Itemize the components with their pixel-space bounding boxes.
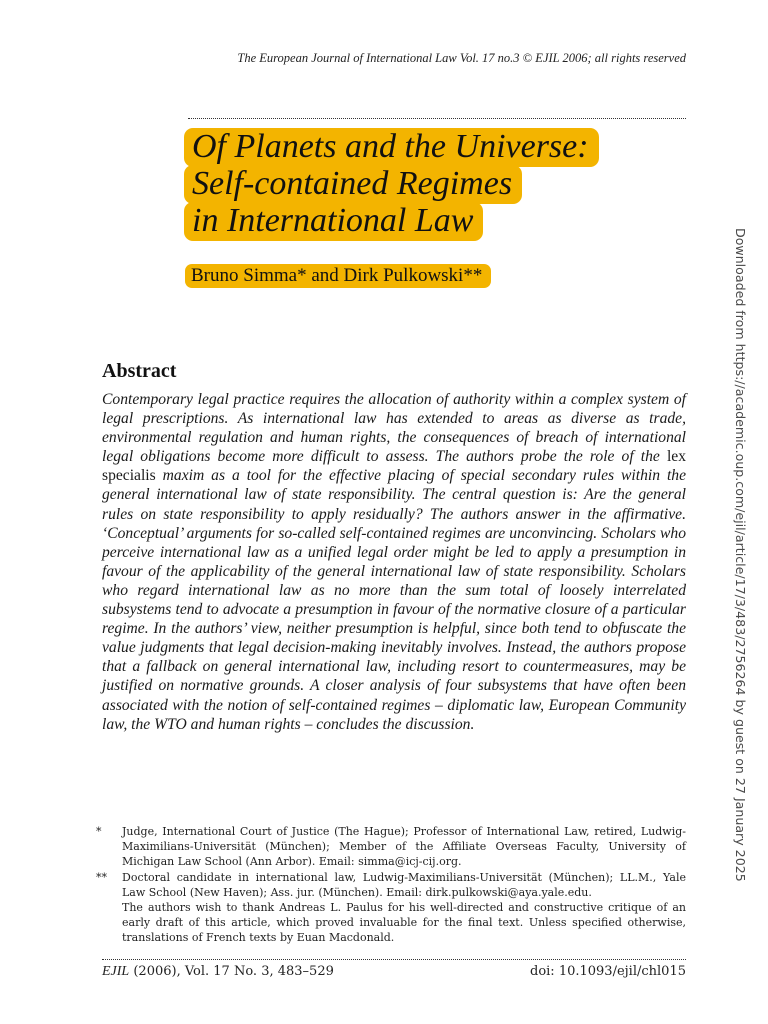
footnote-marker xyxy=(96,900,122,946)
abstract-body xyxy=(102,390,686,734)
footnote-2 xyxy=(96,870,686,900)
footnote-text: Judge, International Court of Justice (The Hague); Professor of International Law, retired, Ludwig-Maximilians-Universität (München); Member of the Affiliate Overseas Faculty, University of Michigan Law School (Ann Arbor). Email: simma@icj-cij.org. xyxy=(122,825,686,869)
footnote-marker: * xyxy=(96,825,102,838)
title-line-1: Of Planets and the Universe: xyxy=(184,128,599,167)
top-dotted-rule xyxy=(188,118,686,119)
footnotes xyxy=(96,824,686,946)
footnote-acknowledgement xyxy=(96,900,686,946)
download-watermark: Downloaded from https://academic.oup.com/ejil/article/17/3/483/2756264 by guest on 27 January 2025 xyxy=(733,228,748,882)
abstract-text-part-2: maxim as a tool for the effective placing of special secondary rules within the general international law of state responsibility. The central question is: Are the general rules on state responsibility to apply residually? The authors answer in the affirmative. ‘Conceptual’ arguments for so-called self-contained regimes are unconvincing. Scholars who perceive international law as a unified legal order might be led to apply a presumption in favour of the applicability of the general international law of state responsibility. Scholars who regard international law as no more than the sum total of loosely interrelated subsystems tend to advocate a presumption in favour of the normative closure of a particular regime. In the authors’ view, neither presumption is helpful, since both tend to obfuscate the value judgments that legal decision-making inevitably involves. Instead, the authors propose that a fallback on general international law, including resort to countermeasures, may be justified on normative grounds. A closer analysis of four subsystems that have often been associated with the notion of self-contained regimes – diplomatic law, European Community law, the WTO and human rights – concludes the discussion. xyxy=(102,467,686,733)
title-line-3: in International Law xyxy=(184,202,483,241)
footnote-text: The authors wish to thank Andreas L. Paulus for his well-directed and constructive critique of an early draft of this article, which proved invaluable for the final text. Unless specified otherwise, translations of French texts by Euan Macdonald. xyxy=(122,901,686,945)
authors-line xyxy=(188,264,491,288)
abstract-heading: Abstract xyxy=(102,360,177,382)
page-footer xyxy=(102,964,686,980)
bottom-dotted-rule xyxy=(102,959,686,960)
abstract-lex-specialis: lex specialis xyxy=(102,448,686,485)
footer-doi: doi: 10.1093/ejil/chl015 xyxy=(530,964,686,979)
article-title xyxy=(188,128,668,239)
footnote-text: Doctoral candidate in international law, Ludwig-Maximilians-Universität (München); LL.M., Yale Law School (New Haven); Ass. jur. (München). Email: dirk.pulkowski@aya.yale.edu. xyxy=(122,870,686,899)
title-line-2: Self-contained Regimes xyxy=(184,165,522,204)
footnote-1 xyxy=(96,824,686,870)
footnote-marker: ** xyxy=(96,870,107,884)
abstract-text-part-1: Contemporary legal practice requires the allocation of authority within a complex system of legal prescriptions. As international law has extended to areas as diverse as trade, environmental regulation and human rights, the consequences of breach of international legal obligations become more difficult to assess. The authors probe the role of the xyxy=(102,391,686,466)
authors-names: Bruno Simma* and Dirk Pulkowski** xyxy=(185,264,491,288)
footer-journal-abbrev: EJIL xyxy=(102,964,130,979)
journal-header: The European Journal of International Law Vol. 17 no.3 © EJIL 2006; all rights reserved xyxy=(237,51,686,65)
footer-volume: (2006), Vol. 17 No. 3, 483–529 xyxy=(129,964,334,979)
footer-citation xyxy=(102,964,334,980)
